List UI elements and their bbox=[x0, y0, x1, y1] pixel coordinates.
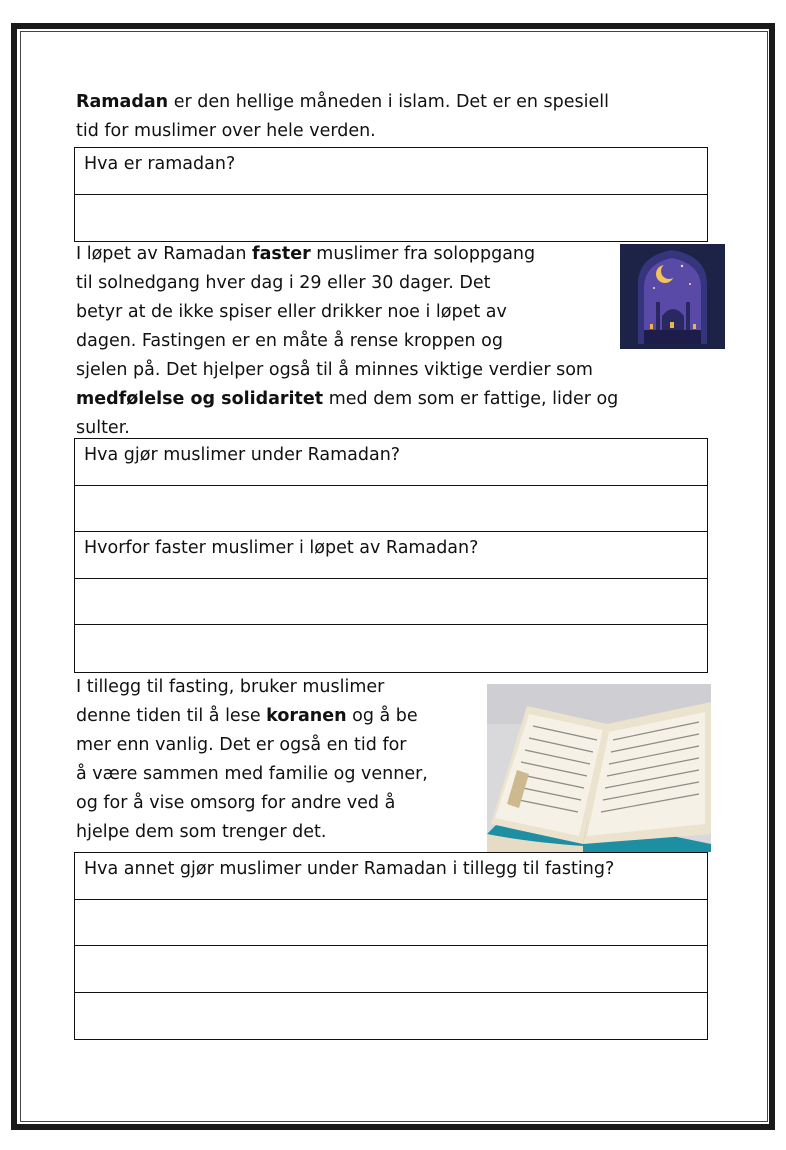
quran-line-4: å være sammen med familie og venner, bbox=[76, 764, 428, 784]
open-quran-book-icon bbox=[487, 684, 711, 852]
quran-paragraph bbox=[76, 673, 428, 847]
question-what-else: Hva annet gjør muslimer under Ramadan i tillegg til fasting? bbox=[75, 853, 707, 900]
fasting-line-1 bbox=[76, 240, 618, 269]
fasting-paragraph bbox=[76, 240, 618, 443]
answer-line[interactable] bbox=[75, 625, 707, 672]
intro-line-2: tid for muslimer over hele verden. bbox=[76, 121, 376, 141]
quran-line-2c: og å be bbox=[346, 706, 418, 726]
term-ramadan: Ramadan bbox=[76, 92, 169, 112]
term-medfolelse: medfølelse og solidaritet bbox=[76, 389, 324, 409]
fasting-line-3: betyr at de ikke spiser eller drikker noe i løpet av bbox=[76, 302, 507, 322]
term-faster: faster bbox=[252, 244, 311, 264]
mosque-night-window-icon bbox=[620, 244, 725, 349]
fasting-line-1c: muslimer fra soloppgang bbox=[310, 244, 536, 264]
answer-line[interactable] bbox=[75, 486, 707, 533]
fasting-line-2: til solnedgang hver dag i 29 eller 30 dager. Det bbox=[76, 273, 491, 293]
quran-line-3: mer enn vanlig. Det er også en tid for bbox=[76, 735, 407, 755]
answer-line[interactable] bbox=[75, 946, 707, 993]
quran-line-2a: denne tiden til å lese bbox=[76, 706, 267, 726]
term-koranen: koranen bbox=[266, 706, 347, 726]
intro-line-1 bbox=[76, 88, 609, 117]
question-what-do-muslims-do: Hva gjør muslimer under Ramadan? bbox=[75, 439, 707, 486]
question-box-2 bbox=[74, 438, 708, 673]
question-box-3 bbox=[74, 852, 708, 1040]
answer-line[interactable] bbox=[75, 993, 707, 1040]
fasting-line-4: dagen. Fastingen er en måte å rense kroppen og bbox=[76, 331, 503, 351]
quran-line-1: I tillegg til fasting, bruker muslimer bbox=[76, 677, 385, 697]
fasting-line-6 bbox=[76, 385, 618, 414]
question-what-is-ramadan: Hva er ramadan? bbox=[75, 148, 707, 195]
fasting-line-5: sjelen på. Det hjelper også til å minnes viktige verdier som bbox=[76, 360, 593, 380]
fasting-line-7: sulter. bbox=[76, 418, 130, 438]
answer-line[interactable] bbox=[75, 579, 707, 626]
intro-line-1-text: er den hellige måneden i islam. Det er en spesiell bbox=[168, 92, 610, 112]
answer-line[interactable] bbox=[75, 195, 707, 242]
quran-line-5: og for å vise omsorg for andre ved å bbox=[76, 793, 396, 813]
question-why-fast: Hvorfor faster muslimer i løpet av Ramadan? bbox=[75, 532, 707, 579]
quran-line-6: hjelpe dem som trenger det. bbox=[76, 822, 327, 842]
quran-line-2 bbox=[76, 702, 428, 731]
question-box-1 bbox=[74, 147, 708, 242]
fasting-line-1a: I løpet av Ramadan bbox=[76, 244, 252, 264]
answer-line[interactable] bbox=[75, 900, 707, 947]
intro-paragraph bbox=[76, 88, 609, 146]
fasting-line-6-text: med dem som er fattige, lider og bbox=[323, 389, 619, 409]
